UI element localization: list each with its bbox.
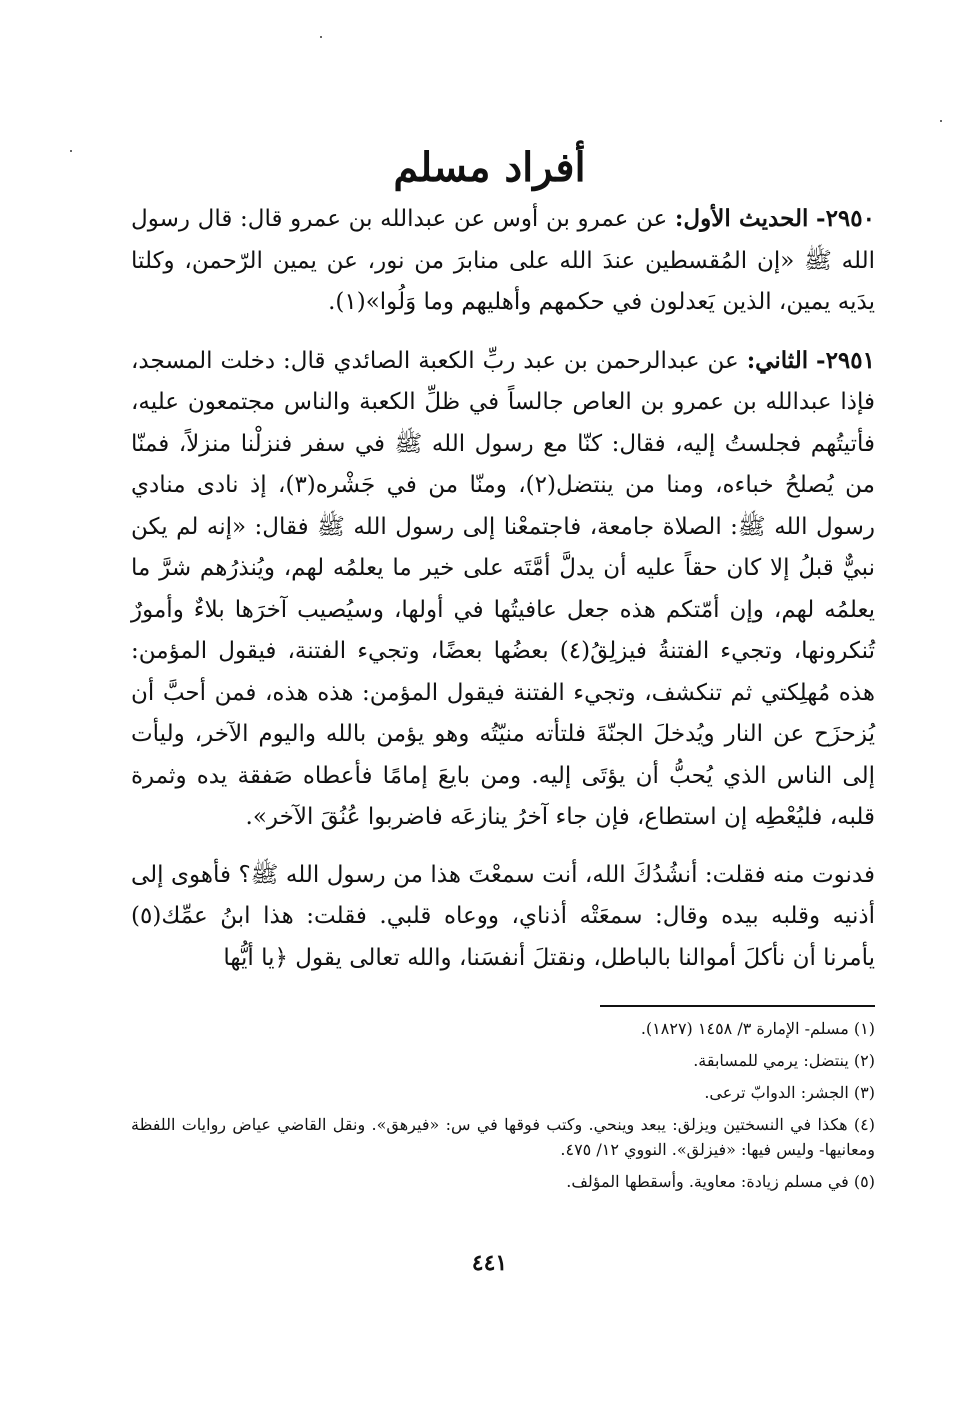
hadith-label: الحديث الأول:: [674, 205, 809, 232]
footnote: (١) مسلم- الإمارة ٣/ ١٤٥٨ (١٨٢٧).: [640, 1019, 875, 1038]
footnote: (٢) ينتضل: يرمي للمسابقة.: [693, 1051, 875, 1070]
hadith-text: فدنوت منه فقلت: أنشُدُكَ الله، أنت سمعْتَ هذا من رسول الله ﷺ؟ فأهوى إلى أذنيه وقلبه بيده وقال: سمعَتْه أذناي، ووعاه قلبي. فقلت: هذا ابنُ عمِّك(٥) يأمرنا أن نأكلَ أموالنا بالباطل، ونقتلَ أنفسَنا، والله تعالى يقول ﴿يا أيُّها: [131, 861, 875, 971]
footnote: (٥) في مسلم زيادة: معاوية. وأسقطها المؤلف.: [566, 1172, 875, 1191]
footnote: (٤) هكذا في النسختين ويزلق: يبعد وينحي. وكتب فوقها في س: «فيرهق». ونقل القاضي عياض روايات اللفظة ومعانيها- وليس فيها: «فيزلق». النووي ١٢/ ٤٧٥.: [131, 1115, 875, 1159]
footnotes: [131, 1016, 875, 1201]
hadith-2951-continuation: [131, 855, 875, 980]
hadith-label: الثاني:: [746, 346, 809, 374]
page-number: ٤٤١: [471, 1250, 508, 1276]
hadith-text: عن عبدالرحمن بن عبد ربِّ الكعبة الصائدي قال: دخلت المسجد، فإذا عبدالله بن عمرو بن العاص جالساً في ظلِّ الكعبة والناس مجتمعون عليه، فأتيتُهم فجلستُ إليه، فقال: كنّا مع رسول الله ﷺ في سفر فنزلْنا منزلاً، فمنّا من يُصلحُ خباءه، ومنا من ينتضل(٢)، ومنّا من في جَشْره(٣)، إذ نادى منادي رسول الله ﷺ: الصلاة جامعة، فاجتمعْنا إلى رسول الله ﷺ فقال: «إنه لم يكن نبيٌّ قبلُ إلا كان حقاً عليه أن يدلَّ أمَّتَه على خير ما يعلمُه لهم، ويُنذرُهم شرَّ ما يعلمُه لهم، وإن أمّتكم هذه جعل عافيتُها في أولها، وسيُصيب آخرَها بلاءٌ وأمورٌ تُنكرونها، وتجيء الفتنةُ فيزلِقُ(٤) بعضُها بعضًا، وتجيء الفتنة، فيقول المؤمن: هذه مُهلِكتي ثم تنكشف، وتجيء الفتنة فيقول المؤمن: هذه هذه، فمن أحبَّ أن يُزحزَح عن النار ويُدخلَ الجنّةَ فلتأته منيّتُه وهو يؤمن بالله واليوم الآخر، وليأت إلى الناس الذي يُحبُّ أن يؤتَى إليه. ومن بايعَ إمامًا فأعطاه صَفقة يده وثمرة قلبه، فليُعْطِه إن استطاع، فإن جاء آخرُ ينازعَه فاضربوا عُنُقَ الآخر».: [131, 347, 876, 830]
scan-speck: [940, 120, 942, 122]
hadith-2951: [131, 340, 875, 839]
main-text: [131, 198, 875, 995]
hadith-text: عن عمرو بن أوس عن عبدالله بن عمرو قال: قال رسول الله ﷺ «إن المُقسطين عندَ الله على منابرَ من نور، عن يمين الرّحمن، وكلتا يدَيه يمين، الذين يَعدلون في حكمهم وأهليهم وما وَلُوا»(١).: [131, 206, 875, 315]
scan-speck: [320, 36, 322, 38]
hadith-number: ٢٩٥٠-: [816, 205, 875, 232]
scan-speck: [70, 150, 72, 152]
hadith-number: ٢٩٥١-: [816, 346, 875, 374]
hadith-2950: [131, 198, 875, 324]
footnote-divider: [600, 1005, 875, 1007]
footnote: (٣) الجشر: الدوابّ ترعى.: [704, 1083, 875, 1102]
page-title: أفراد مسلم: [393, 144, 586, 191]
